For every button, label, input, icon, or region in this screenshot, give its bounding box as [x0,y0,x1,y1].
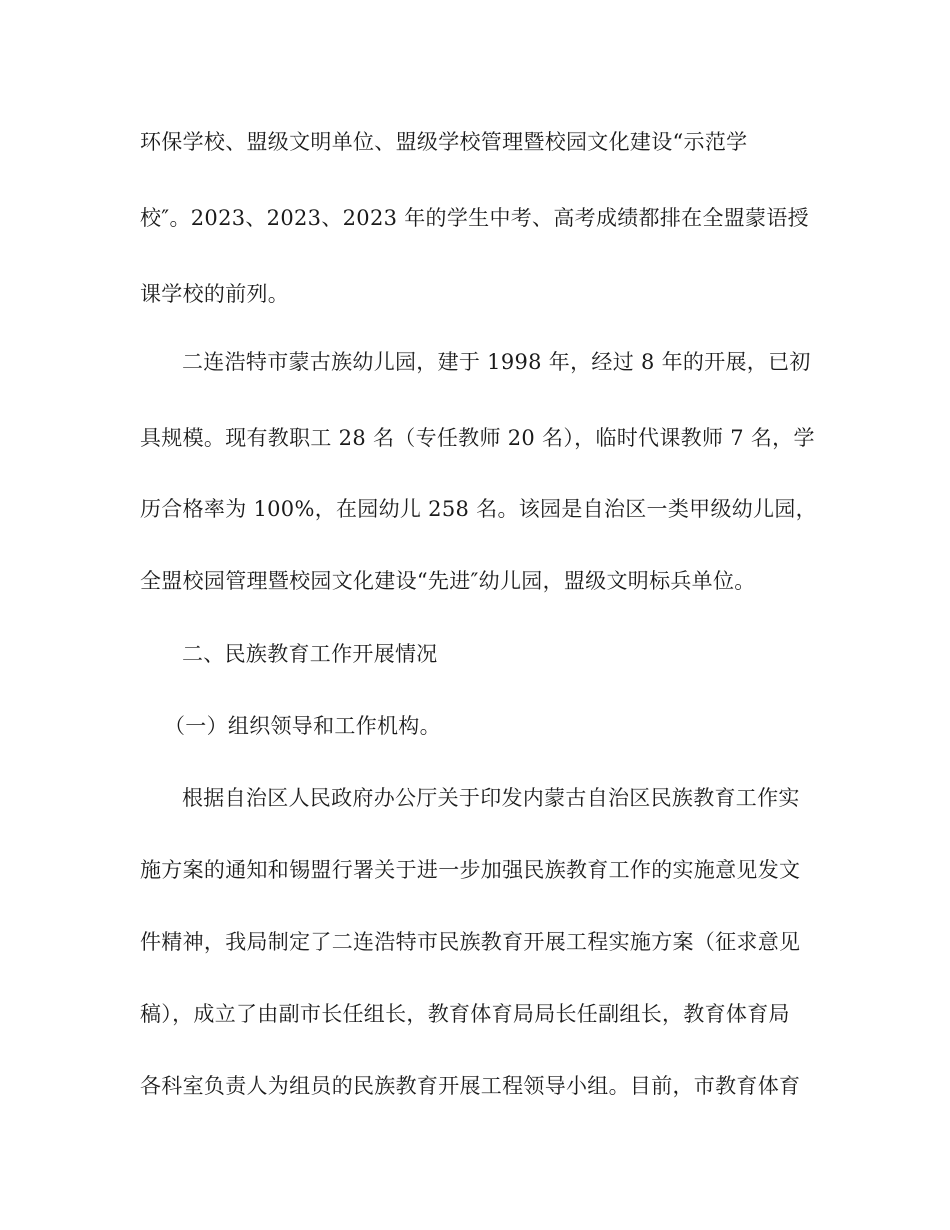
text-line: 课学校的前列。 [140,282,290,306]
text-line: 历合格率为 100%，在园幼儿 258 名。该园是自治区一类甲级幼儿园， [140,497,817,521]
text-line: 施方案的通知和锡盟行署关于进一步加强民族教育工作的实施意见发文 [140,858,801,882]
text-line: 全盟校园管理暨校园文化建设“先进″幼儿园，盟级文明标兵单位。 [140,569,756,593]
text-line: 具规模。现有教职工 28 名（专任教师 20 名），临时代课教师 7 名，学 [140,426,815,450]
text-line: 各科室负责人为组员的民族教育开展工程领导小组。目前，市教育体育 [140,1074,801,1098]
text-line: 环保学校、盟级文明单位、盟级学校管理暨校园文化建设“示范学 [140,130,748,154]
paragraph-first-line: 二连浩特市蒙古族幼儿园，建于 1998 年，经过 8 年的开展，已初 [182,350,811,374]
subsection-heading: （一）组织领导和工作机构。 [164,714,441,738]
text-line: 校″。2023、2023、2023 年的学生中考、高考成绩都排在全盟蒙语授 [140,206,809,230]
paragraph-first-line: 根据自治区人民政府办公厅关于印发内蒙古自治区民族教育工作实 [182,786,800,810]
text-line: 稿），成立了由副市长任组长，教育体育局局长任副组长，教育体育局 [140,1002,790,1026]
section-heading: 二、民族教育工作开展情况 [182,642,438,666]
text-line: 件精神，我局制定了二连浩特市民族教育开展工程实施方案（征求意见 [140,930,801,954]
